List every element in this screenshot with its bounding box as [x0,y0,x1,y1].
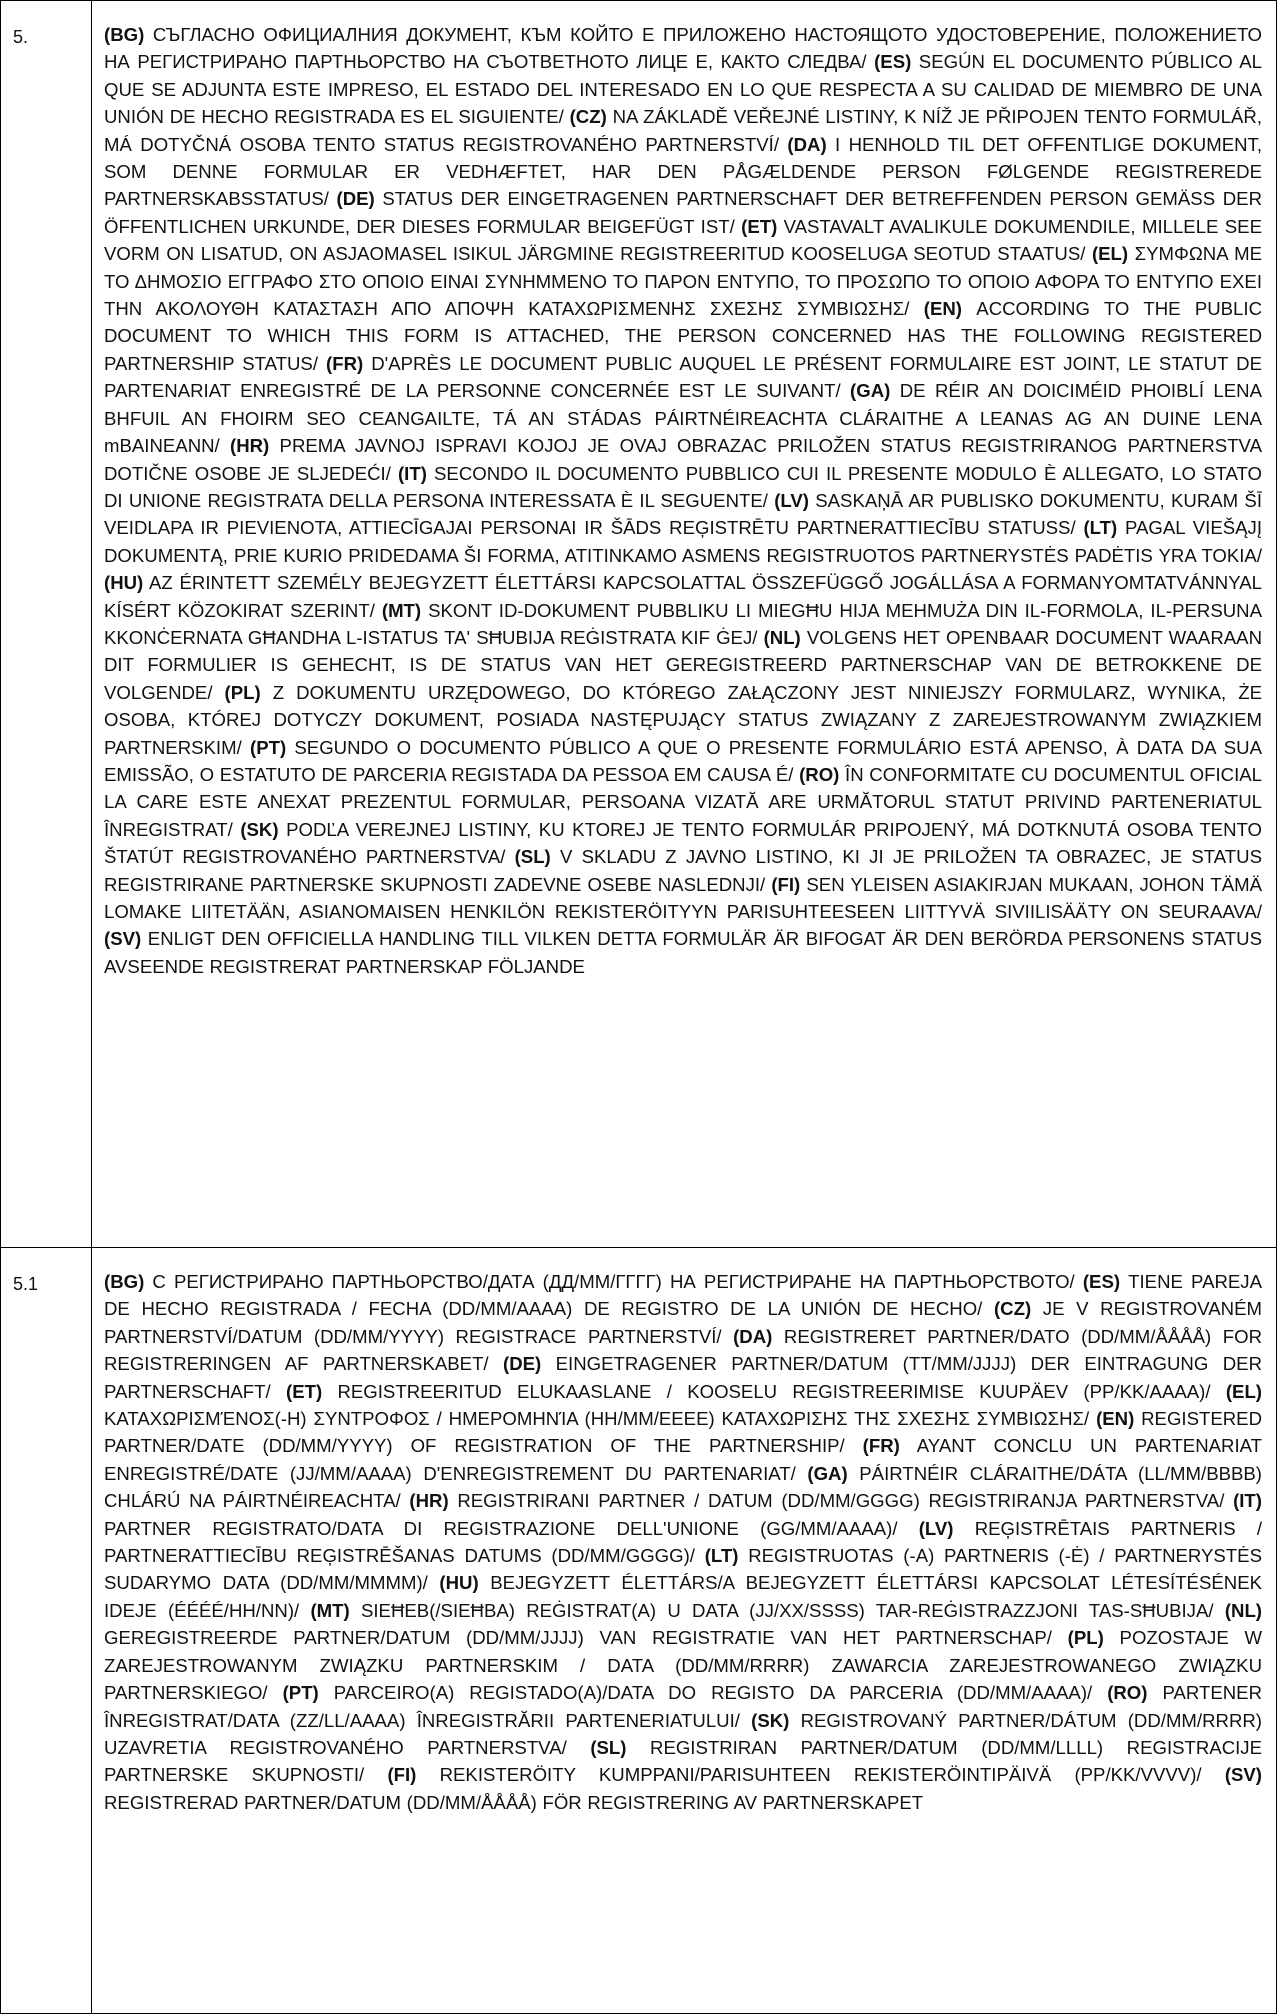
language-text: REGISTREERITUD ELUKAASLANE / KOOSELU REGISTREERIMISE KUUPÄEV (PP/KK/AAAA)/ [322,1380,1226,1402]
language-code: (SK) [751,1709,790,1731]
language-code: (MT) [310,1599,350,1621]
language-text: AZ ÉRINTETT SZEMÉLY BEJEGYZETT ÉLETTÁRSI KAPCSOLATTAL ÖSSZEFÜGGŐ JOGÁLLÁSA A FORMANYOMTATVÁNNYAL KÍSÉRT KÖZOKIRAT SZERINT/ [104,572,1262,621]
language-code: (RO) [1107,1682,1148,1704]
language-text: PARTENER ÎNREGISTRAT/DATA (ZZ/LL/AAAA) ÎNREGISTRĂRII PARTENERIATULUI/ [104,1682,1263,1731]
language-code: (SV) [1224,1764,1262,1786]
language-code: (FI) [771,873,801,895]
language-code: (BG) [104,1271,145,1292]
language-text: REKISTERÖITY KUMPPANI/PARISUHTEEN REKISTERÖINTIPÄIVÄ (PP/KK/VVVV)/ [416,1764,1225,1786]
language-text: SEGÚN EL DOCUMENTO PÚBLICO AL QUE SE ADJUNTA ESTE IMPRESO, EL ESTADO DEL INTERESADO EN LO QUE RESPECTA A SU CALIDAD DE MIEMBRO DE UNA UNIÓN DE HECHO REGISTRADA ES EL SIGUIENTE/ [104,51,1262,128]
language-text: ENLIGT DEN OFFICIELLA HANDLING TILL VILKEN DETTA FORMULÄR ÄR BIFOGAT ÄR DEN BERÖRDA PERSONENS STATUS AVSEENDE REGISTRERAT PARTNERSKAP FÖLJANDE [104,928,1262,977]
language-text: REGISTRIRAN PARTNER/DATUM (DD/MM/LLLL) REGISTRACIJE PARTNERSKE SKUPNOSTI/ [104,1736,1262,1786]
language-code: (NL) [763,626,801,648]
row-number: 5. [1,1,92,1248]
language-code: (RO) [799,763,840,785]
language-code: (HU) [104,572,144,594]
language-code: (GA) [807,1462,848,1484]
language-code: (HU) [439,1572,479,1594]
language-code: (IT) [397,462,427,484]
language-text: DE RÉIR AN DOICIMÉID PHOIBLÍ LENA BHFUIL AN FHOIRM SEO CEANGAILTE, TÁ AN STÁDAS PÁIRTNÉIREACHTA CLÁRAITHE A LEANAS AG AN DUINE LENA mBAINEANN/ [104,380,1262,457]
language-text: PAGAL VIEŠĄJĮ DOKUMENTĄ, PRIE KURIO PRIDEDAMA ŠI FORMA, ATITINKAMO ASMENS REGISTRUOTOS PARTNERYSTĖS PADĖTIS YRA TOKIA/ [104,517,1262,566]
language-code: (DA) [787,133,827,155]
language-text: SECONDO IL DOCUMENTO PUBBLICO CUI IL PRESENTE MODULO È ALLEGATO, LO STATO DI UNIONE REGISTRATA DELLA PERSONA INTERESSATA È IL SEGUENTE/ [104,462,1262,511]
language-text: ACCORDING TO THE PUBLIC DOCUMENT TO WHICH THIS FORM IS ATTACHED, THE PERSON CONCERNED HAS THE FOLLOWING REGISTERED PARTNERSHIP STATUS/ [104,298,1262,374]
language-text: I HENHOLD TIL DET OFFENTLIGE DOKUMENT, SOM DENNE FORMULAR ER VEDHÆFTET, HAR DEN PÅGÆLDENDE PERSON FØLGENDE REGISTREREDE PARTNERSKABSSTATUS/ [104,133,1262,210]
language-text: AYANT CONCLU UN PARTENARIAT ENREGISTRÉ/DATE (JJ/MM/AAAA) D'ENREGISTREMENT DU PARTENARIAT/ [104,1435,1263,1484]
language-code: (BG) [104,24,145,45]
language-text: SKONT ID-DOKUMENT PUBBLIKU LI MIEGĦU HIJA MEHMUŻA DIN IL-FORMOLA, IL-PERSUNA KKONĊERNATA GĦANDHA L-ISTATUS TA' SĦUBIJA REĠISTRATA KIF ĠEJ/ [104,599,1262,648]
language-text: V SKLADU Z JAVNO LISTINO, KI JI JE PRILOŽEN TA OBRAZEC, JE STATUS REGISTRIRANE PARTNERSKE SKUPNOSTI ZADEVNE OSEBE NASLEDNJI/ [104,846,1262,895]
language-text: REGISTRERAD PARTNER/DATUM (DD/MM/ÅÅÅÅ) FÖR REGISTRERING AV PARTNERSKAPET [104,1791,924,1813]
language-code: (GA) [850,380,891,402]
table-row [1,1248,1277,2014]
language-text: BEJEGYZETT ÉLETTÁRS/A BEJEGYZETT ÉLETTÁRSI KAPCSOLAT LÉTESÍTÉSÉNEK IDEJE (ÉÉÉÉ/HH/NN)/ [104,1572,1262,1621]
language-text: PODĽA VEREJNEJ LISTINY, KU KTOREJ JE TENTO FORMULÁR PRIPOJENÝ, MÁ DOTKNUTÁ OSOBA TENTO ŠTATÚT REGISTROVANÉHO PARTNERSTVA/ [104,818,1262,868]
language-code: (PT) [282,1682,319,1704]
language-text: СЪГЛАСНО ОФИЦИАЛНИЯ ДОКУМЕНТ, КЪМ КОЙТО Е ПРИЛОЖЕНО НАСТОЯЩОТО УДОСТОВЕРЕНИЕ, ПОЛОЖЕНИЕТО НА РЕГИСТРИРАНО ПАРТНЬОРСТВО НА СЪОТВЕТНОТО ЛИЦЕ Е, КАКТО СЛЕДВА/ [104,24,1262,73]
language-code: (LV) [774,489,809,511]
language-text: VOLGENS HET OPENBAAR DOCUMENT WAARAAN DIT FORMULIER IS GEHECHT, IS DE STATUS VAN HET GEREGISTREERD PARTNERSCHAP VAN DE BETROKKENE DE VOLGENDE/ [104,626,1262,703]
language-code: (LV) [918,1517,954,1539]
language-code: (SL) [590,1736,627,1758]
language-code: (DE) [503,1353,542,1375]
language-text: PARCEIRO(A) REGISTADO(A)/DATA DO REGISTO DA PARCERIA (DD/MM/AAAA)/ [318,1682,1108,1704]
language-text: D'APRÈS LE DOCUMENT PUBLIC AUQUEL LE PRÉSENT FORMULAIRE EST JOINT, LE STATUT DE PARTENARIAT ENREGISTRÉ DE LA PERSONNE CONCERNÉE EST LE SUIVANT/ [104,352,1263,402]
language-text: TIENE PAREJA DE HECHO REGISTRADA / FECHA (DD/MM/AAAA) DE REGISTRO DE LA UNIÓN DE HECHO/ [104,1271,1262,1320]
row-text [92,1,1277,1248]
language-code: (IT) [1233,1490,1262,1512]
language-code: (EN) [923,298,962,320]
language-code: (EL) [1225,1380,1262,1402]
language-text: SIEĦEB(/SIEĦBA) REĠISTRAT(A) U DATA (JJ/XX/SSSS) TAR-REĠISTRAZZJONI TAS-SĦUBIJA/ [349,1599,1225,1621]
language-code: (NL) [1224,1599,1262,1621]
language-text: REGISTERED PARTNER/DATE (DD/MM/YYYY) OF REGISTRATION OF THE PARTNERSHIP/ [104,1408,1262,1457]
language-code: (PL) [224,681,261,703]
language-code: (LT) [1083,517,1118,539]
language-text: PÁIRTNÉIR CLÁRAITHE/DÁTA (LL/MM/BBBB) CHLÁRÚ NA PÁIRTNÉIREACHTA/ [104,1462,1262,1512]
language-code: (FI) [387,1764,417,1786]
language-text: POZOSTAJE W ZAREJESTROWANYM ZWIĄZKU PARTNERSKIM / DATA (DD/MM/RRRR) ZAWARCIA ZAREJESTROWANEGO ZWIĄZKU PARTNERSKIEGO/ [104,1627,1262,1704]
table-row [1,1,1277,1248]
language-code: (ES) [1082,1271,1121,1292]
language-text: REGISTRIRANI PARTNER / DATUM (DD/MM/GGGG) REGISTRIRANJA PARTNERSTVA/ [448,1490,1234,1512]
language-text: SASKAŅĀ AR PUBLISKO DOKUMENTU, KURAM ŠĪ VEIDLAPA IR PIEVIENOTA, ATTIECĪGAJAI PERSONAI IR ŠĀDS REĢISTRĒTU PARTNERATTIECĪBU STATUSS/ [104,489,1262,539]
language-text: REGISTRERET PARTNER/DATO (DD/MM/ÅÅÅÅ) FOR REGISTRERINGEN AF PARTNERSKABET/ [104,1325,1262,1375]
language-code: (MT) [381,599,422,621]
language-code: (ET) [741,215,778,237]
language-text: ΣΥΜΦΩΝΑ ΜΕ ΤΟ ΔΗΜΟΣΙΟ ΕΓΓΡΑΦΟ ΣΤΟ ΟΠΟΙΟ ΕΙΝΑΙ ΣΥΝΗΜΜΕΝΟ ΤΟ ΠΑΡΟΝ ΕΝΤΥΠΟ, ΤΟ ΠΡΟΣΩΠΟ ΤΟ ΟΠΟΙΟ ΑΦΟΡΑ ΤΟ ΕΝΤΥΠΟ ΕΧΕΙ ΤΗΝ ΑΚΟΛΟΥΘΗ ΚΑΤΑΣΤΑΣΗ ΑΠΟ ΑΠΟΨΗ ΚΑΤΑΧΩΡΙΣΜΕΝΗΣ ΣΧΕΣΗΣ ΣΥΜΒΙΩΣΗΣ/ [104,243,1262,320]
language-code: (DE) [336,188,375,210]
language-code: (EL) [1091,243,1129,265]
language-code: (FR) [326,352,364,374]
language-code: (PL) [1067,1627,1104,1649]
language-text: SEN YLEISEN ASIAKIRJAN MUKAAN, JOHON TÄMÄ LOMAKE LIITETÄÄN, ASIANOMAISEN HENKILÖN REKISTERÖITYYN PARISUHTEESEEN LIITTYVÄ SIVIILISÄÄTY ON SEURAAVA/ [104,873,1263,922]
language-text: REGISTROVANÝ PARTNER/DÁTUM (DD/MM/RRRR) UZAVRETIA REGISTROVANÉHO PARTNERSTVA/ [104,1709,1262,1758]
language-text: ÎN CONFORMITATE CU DOCUMENTUL OFICIAL LA CARE ESTE ANEXAT PREZENTUL FORMULAR, PERSOANA VIZATĂ ARE URMĂTORUL STATUT PRIVIND PARTENERIATUL ÎNREGISTRAT/ [104,763,1262,840]
language-text: NA ZÁKLADĚ VEŘEJNÉ LISTINY, K NÍŽ JE PŘIPOJEN TENTO FORMULÁŘ, MÁ DOTYČNÁ OSOBA TENTO STATUS REGISTROVANÉHO PARTNERSTVÍ/ [104,106,1262,155]
language-code: (EN) [1096,1408,1135,1430]
language-code: (ES) [874,51,912,73]
language-code: (FR) [862,1435,900,1457]
language-text: VASTAVALT AVALIKULE DOKUMENDILE, MILLELE SEE VORM ON LISATUD, ON ASJAOMASEL ISIKUL JÄRGMINE REGISTREERITUD KOOSELUGA SEOTUD STAATUS/ [104,215,1262,265]
row-number: 5.1 [1,1248,92,2014]
language-text: REGISTRUOTAS (-A) PARTNERIS (-Ė) / PARTNERYSTĖS SUDARYMO DATA (DD/MM/MMMM)/ [104,1545,1262,1594]
row-text [92,1248,1277,2014]
language-code: (CZ) [993,1298,1032,1320]
language-code: (SV) [104,928,142,950]
language-code: (DA) [733,1325,773,1347]
language-text: С РЕГИСТРИРАНО ПАРТНЬОРСТВО/ДАТА (ДД/ММ/ГГГГ) НА РЕГИСТРИРАНЕ НА ПАРТНЬОРСТВОТО/ [144,1271,1083,1292]
language-text: PREMA JAVNOJ ISPRAVI KOJOJ JE OVAJ OBRAZAC PRILOŽEN STATUS REGISTRIRANOG PARTNERSTVA DOTIČNE OSOBE JE SLJEDEĆI/ [104,435,1262,484]
language-code: (CZ) [569,106,607,128]
language-code: (HR) [409,1490,449,1512]
language-text: STATUS DER EINGETRAGENEN PARTNERSCHAFT DER BETREFFENDEN PERSON GEMÄSS DER ÖFFENTLICHEN URKUNDE, DER DIESES FORMULAR BEIGEFÜGT IST/ [104,188,1262,237]
language-text: GEREGISTREERDE PARTNER/DATUM (DD/MM/JJJJ) VAN REGISTRATIE VAN HET PARTNERSCHAP/ [104,1627,1068,1649]
language-text: ΚΑΤΑΧΩΡΙΣΜΈΝΟΣ(-Η) ΣΥΝΤΡΟΦΟΣ / ΗΜΕΡΟΜΗΝΊΑ (ΗΗ/ΜΜ/ΕΕΕΕ) ΚΑΤΑΧΩΡΙΣΗΣ ΤΗΣ ΣΧΕΣΗΣ ΣΥΜΒΙΩΣΗΣ/ [104,1408,1097,1430]
language-code: (SL) [514,846,551,868]
language-code: (LT) [704,1545,739,1567]
language-code: (PT) [250,736,287,758]
language-text: Z DOKUMENTU URZĘDOWEGO, DO KTÓREGO ZAŁĄCZONY JEST NINIEJSZY FORMULARZ, WYNIKA, ŻE OSOBA, KTÓREJ DOTYCZY DOKUMENT, POSIADA NASTĘPUJĄCY STATUS ZWIĄZANY Z ZAREJESTROWANYM ZWIĄZKIEM PARTNERSKIM/ [104,681,1262,758]
language-code: (HR) [230,435,270,457]
language-text: PARTNER REGISTRATO/DATA DI REGISTRAZIONE DELL'UNIONE (GG/MM/AAAA)/ [104,1517,919,1539]
language-text: EINGETRAGENER PARTNER/DATUM (TT/MM/JJJJ) DER EINTRAGUNG DER PARTNERSCHAFT/ [104,1353,1262,1402]
language-code: (SK) [240,818,279,840]
language-text: SEGUNDO O DOCUMENTO PÚBLICO A QUE O PRESENTE FORMULÁRIO ESTÁ APENSO, À DATA DA SUA EMISSÃO, O ESTATUTO DE PARCERIA REGISTADA DA PESSOA EM CAUSA É/ [104,736,1262,785]
language-text: JE V REGISTROVANÉM PARTNERSTVÍ/DATUM (DD/MM/YYYY) REGISTRACE PARTNERSTVÍ/ [104,1298,1263,1347]
language-text: REĢISTRĒTAIS PARTNERIS / PARTNERATTIECĪBU REĢISTRĒŠANAS DATUMS (DD/MM/GGGG)/ [104,1517,1262,1567]
language-code: (ET) [286,1380,323,1402]
